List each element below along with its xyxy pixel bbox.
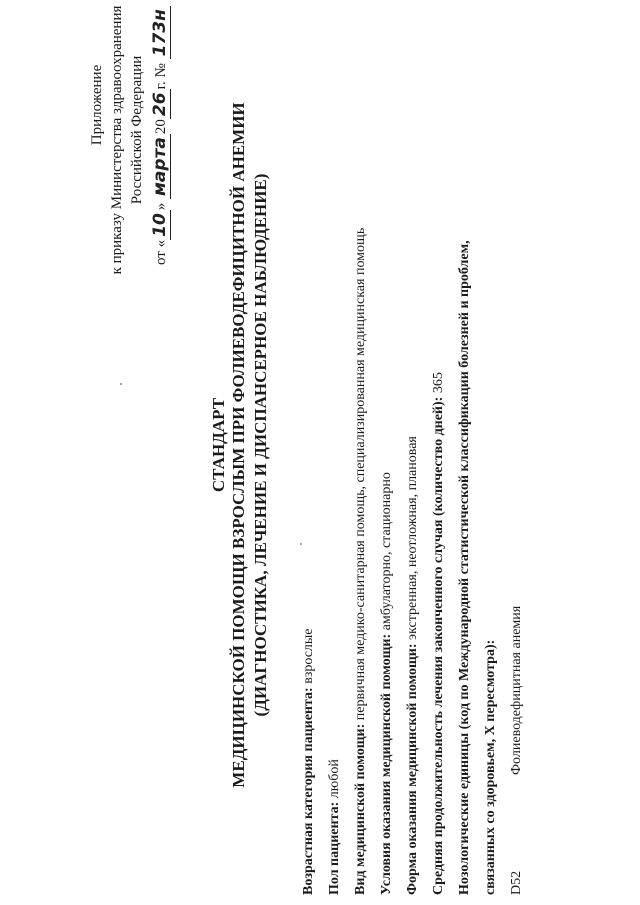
sex-line [326,759,343,895]
nosology-label-1: Нозологические единицы (код по Международной статистической классификации болезней и проблем, [457,240,472,895]
care-type-line [352,228,369,895]
age-category-label: Возрастная категория пациента: [301,687,316,895]
care-form-line [404,436,421,895]
scan-speck [120,383,122,385]
date-suffix: г. № [153,63,169,90]
federation-line: Российской Федерации [129,55,145,205]
care-form-value: экстренная, неотложная, плановая [405,436,420,644]
care-conditions-value: амбулаторно, стационарно [379,472,394,634]
nosology-label-2: связанных со здоровьем, X пересмотра): [483,639,498,895]
nosology-line-2 [482,640,499,895]
care-type-value: первичная медико-санитарная помощь, специализированная медицинская помощь [353,227,368,724]
date-day-handwritten: 10 [150,210,171,240]
date-prefix: от « [153,239,169,265]
document-title-line2: (ДИАГНОСТИКА, ЛЕЧЕНИЕ И ДИСПАНСЕРНОЕ НАБЛЮДЕНИЕ) [251,173,270,717]
sex-value: любой [327,759,342,802]
treatment-duration-value: 365 [431,372,446,397]
care-form-label: Форма оказания медицинской помощи: [405,643,420,895]
diagnosis-name: Фолиеводефицитная анемия [509,605,524,775]
date-year-handwritten: 26 [150,89,171,119]
order-number-handwritten: 173н [150,6,171,59]
scan-speck [300,543,302,545]
care-conditions-line [378,472,395,895]
order-date-number [150,5,171,265]
age-category-line [300,628,317,895]
care-type-label: Вид медицинской помощи: [353,723,368,895]
age-category-value: взрослые [301,628,316,688]
treatment-duration-line [430,372,447,895]
document-title: СТАНДАРТ [209,397,228,493]
sex-label: Пол пациента: [327,801,342,895]
date-year-prefix: 20 [153,119,169,135]
appendix-label: Приложение [89,64,105,146]
treatment-duration-label: Средняя продолжительность лечения законченного случая (количество дней): [431,396,446,895]
care-conditions-label: Условия оказания медицинской помощи: [379,633,394,895]
icd-code: D52 [509,870,524,895]
date-mid: » [153,202,169,211]
document-title-line1: МЕДИЦИНСКОЙ ПОМОЩИ ВЗРОСЛЫМ ПРИ ФОЛИЕВОДЕФИЦИТНОЙ АНЕМИИ [229,102,248,788]
order-line: к приказу Министерства здравоохранения [109,5,125,275]
nosology-line [456,240,473,895]
date-month-handwritten: марта [150,134,171,199]
